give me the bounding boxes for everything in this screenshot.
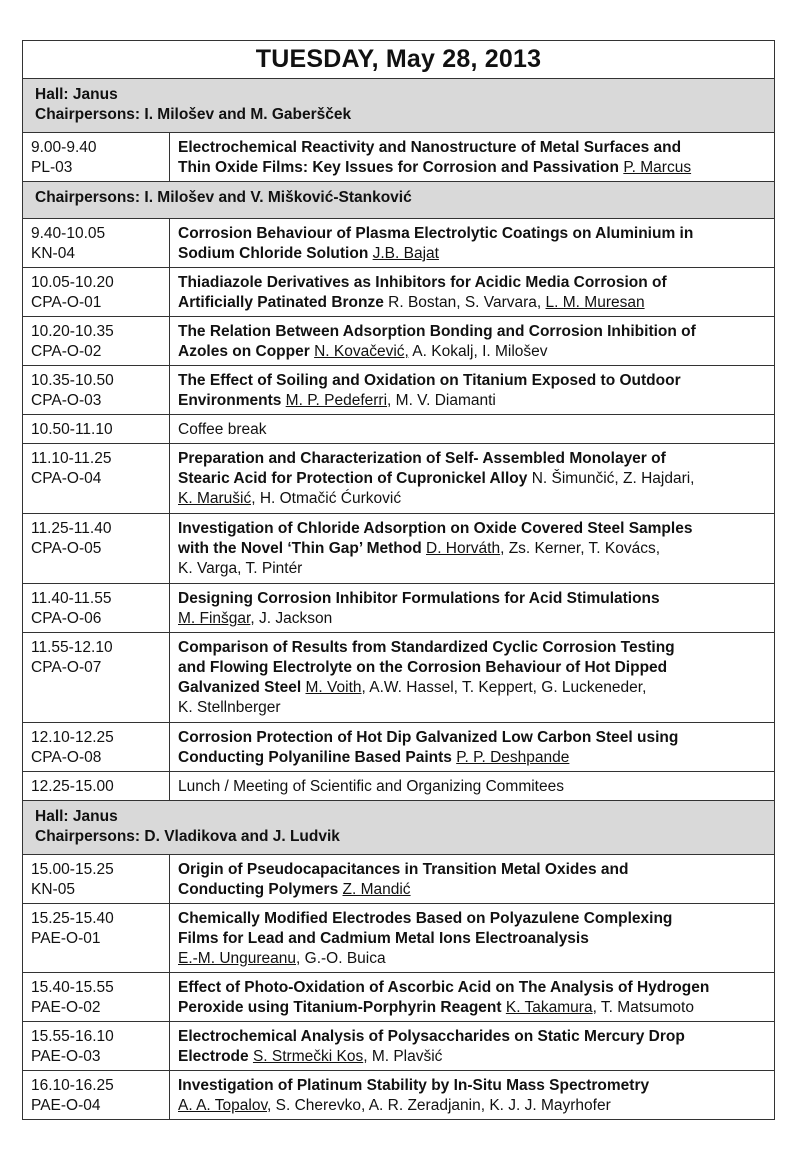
time-cell xyxy=(23,415,170,443)
talk-line xyxy=(178,293,770,313)
presenting-author: P. Marcus xyxy=(623,159,692,176)
talk-title: and Flowing Electrolyte on the Corrosion Behaviour of Hot Dipped xyxy=(178,659,668,676)
author-list: , M. Plavšić xyxy=(363,1048,443,1065)
session-header xyxy=(23,800,774,854)
talk-line xyxy=(178,609,770,629)
talk-code: CPA-O-07 xyxy=(31,659,102,676)
talk-line xyxy=(178,728,770,748)
author-list: , J. Jackson xyxy=(250,610,333,627)
talk-code: CPA-O-02 xyxy=(31,343,102,360)
time-slot: 10.50-11.10 xyxy=(31,421,113,438)
talk-title: Effect of Photo-Oxidation of Ascorbic Acid on The Analysis of Hydrogen xyxy=(178,979,710,996)
chairpersons-label: Chairpersons: I. Milošev and M. Gaberšček xyxy=(35,106,352,123)
talk-cell xyxy=(170,772,774,800)
talk-code: KN-05 xyxy=(31,881,75,898)
talk-code: CPA-O-06 xyxy=(31,610,102,627)
talk-title: Corrosion Behaviour of Plasma Electrolytic Coatings on Aluminium in xyxy=(178,225,694,242)
author-list: R. Bostan, S. Varvara, xyxy=(383,294,546,311)
time-cell xyxy=(23,366,170,414)
talk-line xyxy=(178,929,770,949)
talk-code: PAE-O-03 xyxy=(31,1048,101,1065)
talk-row xyxy=(23,218,774,267)
talk-title: Preparation and Characterization of Self- Assembled Monolayer of xyxy=(178,450,666,467)
talk-line xyxy=(178,748,770,768)
hall-label: Hall: Janus xyxy=(35,808,118,825)
time-cell xyxy=(23,1071,170,1119)
talk-row xyxy=(23,854,774,903)
time-slot: 11.55-12.10 xyxy=(31,639,113,656)
talk-code: PAE-O-04 xyxy=(31,1097,101,1114)
presenting-author: M. Voith xyxy=(305,679,362,696)
time-slot: 10.05-10.20 xyxy=(31,274,114,291)
time-slot: 12.25-15.00 xyxy=(31,778,114,795)
author-list: , Zs. Kerner, T. Kovács, xyxy=(500,540,661,557)
presenting-author: Z. Mandić xyxy=(342,881,411,898)
talk-line xyxy=(178,949,770,969)
talk-cell xyxy=(170,633,774,722)
talk-line xyxy=(178,420,770,440)
talk-code: CPA-O-01 xyxy=(31,294,102,311)
author-list: Coffee break xyxy=(178,421,267,438)
talk-row xyxy=(23,632,774,722)
talk-code: CPA-O-04 xyxy=(31,470,102,487)
presenting-author: D. Horváth xyxy=(426,540,501,557)
presenting-author: L. M. Muresan xyxy=(545,294,645,311)
session-header xyxy=(23,78,774,132)
talk-line xyxy=(178,322,770,342)
talk-row xyxy=(23,443,774,513)
talk-title: Artificially Patinated Bronze xyxy=(178,294,384,311)
presenting-author: N. Kovačević, xyxy=(314,343,409,360)
talk-line xyxy=(178,638,770,658)
talk-line xyxy=(178,658,770,678)
talk-cell xyxy=(170,855,774,903)
chairpersons-label: Chairpersons: D. Vladikova and J. Ludvik xyxy=(35,828,340,845)
talk-title: Sodium Chloride Solution xyxy=(178,245,373,262)
time-cell xyxy=(23,723,170,771)
talk-title: Investigation of Chloride Adsorption on Oxide Covered Steel Samples xyxy=(178,520,693,537)
time-slot: 12.10-12.25 xyxy=(31,729,114,746)
talk-title: Origin of Pseudocapacitances in Transition Metal Oxides and xyxy=(178,861,629,878)
talk-row xyxy=(23,316,774,365)
talk-row xyxy=(23,1070,774,1119)
talk-row xyxy=(23,722,774,771)
talk-code: KN-04 xyxy=(31,245,75,262)
talk-line xyxy=(178,469,770,489)
talk-title: Chemically Modified Electrodes Based on Polyazulene Complexing xyxy=(178,910,673,927)
talk-line xyxy=(178,244,770,264)
talk-cell xyxy=(170,1071,774,1119)
time-cell xyxy=(23,772,170,800)
talk-line xyxy=(178,1076,770,1096)
talk-line xyxy=(178,391,770,411)
talk-title: Peroxide using Titanium-Porphyrin Reagent xyxy=(178,999,506,1016)
talk-line xyxy=(178,698,770,718)
talk-title: Thin Oxide Films: Key Issues for Corrosion and Passivation xyxy=(178,159,624,176)
talk-title: Comparison of Results from Standardized Cyclic Corrosion Testing xyxy=(178,639,675,656)
talk-title: Corrosion Protection of Hot Dip Galvanized Low Carbon Steel using xyxy=(178,729,679,746)
author-list: Lunch / Meeting of Scientific and Organizing Commitees xyxy=(178,778,564,795)
talk-code: PAE-O-02 xyxy=(31,999,101,1016)
talk-row xyxy=(23,513,774,583)
presenting-author: M. Finšgar xyxy=(178,610,251,627)
author-list: A. Kokalj, I. Milošev xyxy=(408,343,548,360)
talk-line xyxy=(178,678,770,698)
talk-cell xyxy=(170,219,774,267)
time-cell xyxy=(23,973,170,1021)
time-cell xyxy=(23,904,170,972)
author-list: , G.-O. Buica xyxy=(296,950,386,967)
author-list: K. Stellnberger xyxy=(178,699,281,716)
talk-code: PAE-O-01 xyxy=(31,930,101,947)
talk-row xyxy=(23,583,774,632)
talk-row xyxy=(23,972,774,1021)
author-list: N. Šimunčić, Z. Hajdari, xyxy=(527,470,695,487)
presenting-author: E.-M. Ungureanu xyxy=(178,950,297,967)
talk-cell xyxy=(170,317,774,365)
talk-cell xyxy=(170,584,774,632)
talk-title: Electrode xyxy=(178,1048,253,1065)
talk-line xyxy=(178,1027,770,1047)
talk-title: Azoles on Copper xyxy=(178,343,315,360)
talk-line xyxy=(178,489,770,509)
talk-cell xyxy=(170,133,774,181)
talk-title: Conducting Polymers xyxy=(178,881,343,898)
time-slot: 15.00-15.25 xyxy=(31,861,114,878)
talk-line xyxy=(178,998,770,1018)
chairpersons-label: Chairpersons: I. Milošev and V. Mišković-Stanković xyxy=(35,189,412,206)
talk-row xyxy=(23,414,774,443)
talk-title: Electrochemical Analysis of Polysaccharides on Static Mercury Drop xyxy=(178,1028,685,1045)
talk-cell xyxy=(170,973,774,1021)
talk-line xyxy=(178,1096,770,1116)
presenting-author: K. Takamura xyxy=(505,999,593,1016)
talk-line xyxy=(178,1047,770,1067)
time-cell xyxy=(23,268,170,316)
talk-line xyxy=(178,539,770,559)
time-cell xyxy=(23,444,170,513)
time-cell xyxy=(23,133,170,181)
talk-line xyxy=(178,909,770,929)
time-cell xyxy=(23,584,170,632)
time-slot: 9.40-10.05 xyxy=(31,225,106,242)
talk-title: Conducting Polyaniline Based Paints xyxy=(178,749,457,766)
time-slot: 16.10-16.25 xyxy=(31,1077,114,1094)
talk-cell xyxy=(170,723,774,771)
presenting-author: A. A. Topalov xyxy=(178,1097,268,1114)
talk-cell xyxy=(170,366,774,414)
talk-row xyxy=(23,267,774,316)
time-slot: 9.00-9.40 xyxy=(31,139,97,156)
talk-title: The Effect of Soiling and Oxidation on Titanium Exposed to Outdoor xyxy=(178,372,681,389)
talk-code: PL-03 xyxy=(31,159,73,176)
talk-code: CPA-O-08 xyxy=(31,749,102,766)
time-cell xyxy=(23,855,170,903)
presenting-author: S. Strmečki Kos xyxy=(252,1048,364,1065)
time-slot: 10.20-10.35 xyxy=(31,323,114,340)
author-list: , T. Matsumoto xyxy=(592,999,694,1016)
talk-line xyxy=(178,371,770,391)
talk-code: CPA-O-05 xyxy=(31,540,102,557)
talk-line xyxy=(178,519,770,539)
talk-cell xyxy=(170,268,774,316)
talk-title: Designing Corrosion Inhibitor Formulations for Acid Stimulations xyxy=(178,590,660,607)
author-list: , S. Cherevko, A. R. Zeradjanin, K. J. J. Mayrhofer xyxy=(267,1097,611,1114)
time-slot: 11.10-11.25 xyxy=(31,450,112,467)
talk-row xyxy=(23,132,774,181)
time-cell xyxy=(23,1022,170,1070)
talk-row xyxy=(23,365,774,414)
talk-cell xyxy=(170,444,774,513)
time-cell xyxy=(23,514,170,583)
talk-line xyxy=(178,224,770,244)
talk-line xyxy=(178,158,770,178)
time-cell xyxy=(23,317,170,365)
talk-cell xyxy=(170,514,774,583)
talk-cell xyxy=(170,904,774,972)
talk-line xyxy=(178,559,770,579)
time-slot: 11.25-11.40 xyxy=(31,520,112,537)
time-cell xyxy=(23,633,170,722)
presenting-author: K. Marušić, xyxy=(178,490,256,507)
talk-title: Films for Lead and Cadmium Metal Ions Electroanalysis xyxy=(178,930,589,947)
talk-title: Electrochemical Reactivity and Nanostructure of Metal Surfaces and xyxy=(178,139,682,156)
talk-line xyxy=(178,449,770,469)
talk-code: CPA-O-03 xyxy=(31,392,102,409)
time-slot: 15.40-15.55 xyxy=(31,979,114,996)
talk-row xyxy=(23,771,774,800)
author-list: , M. V. Diamanti xyxy=(387,392,496,409)
talk-row xyxy=(23,903,774,972)
talk-title: Environments xyxy=(178,392,286,409)
talk-title: with the Novel ‘Thin Gap’ Method xyxy=(178,540,426,557)
talk-title: Thiadiazole Derivatives as Inhibitors for Acidic Media Corrosion of xyxy=(178,274,667,291)
program-table xyxy=(22,40,775,1120)
talk-title: Investigation of Platinum Stability by In-Situ Mass Spectrometry xyxy=(178,1077,650,1094)
talk-line xyxy=(178,138,770,158)
session-header xyxy=(23,181,774,218)
author-list: , A.W. Hassel, T. Keppert, G. Luckeneder, xyxy=(361,679,647,696)
talk-line xyxy=(178,777,770,797)
time-slot: 15.25-15.40 xyxy=(31,910,114,927)
talk-line xyxy=(178,342,770,362)
presenting-author: P. P. Deshpande xyxy=(456,749,570,766)
talk-cell xyxy=(170,415,774,443)
talk-line xyxy=(178,880,770,900)
talk-row xyxy=(23,1021,774,1070)
time-cell xyxy=(23,219,170,267)
presenting-author: M. P. Pedeferri xyxy=(285,392,388,409)
author-list: K. Varga, T. Pintér xyxy=(178,560,303,577)
talk-cell xyxy=(170,1022,774,1070)
author-list: H. Otmačić Ćurković xyxy=(255,490,402,507)
talk-line xyxy=(178,860,770,880)
page-title: TUESDAY, May 28, 2013 xyxy=(255,45,542,73)
talk-title: The Relation Between Adsorption Bonding and Corrosion Inhibition of xyxy=(178,323,696,340)
talk-line xyxy=(178,978,770,998)
talk-title: Galvanized Steel xyxy=(178,679,306,696)
hall-label: Hall: Janus xyxy=(35,86,118,103)
time-slot: 10.35-10.50 xyxy=(31,372,114,389)
talk-line xyxy=(178,589,770,609)
presenting-author: J.B. Bajat xyxy=(372,245,439,262)
time-slot: 15.55-16.10 xyxy=(31,1028,114,1045)
talk-title: Stearic Acid for Protection of Cupronickel Alloy xyxy=(178,470,528,487)
talk-line xyxy=(178,273,770,293)
time-slot: 11.40-11.55 xyxy=(31,590,112,607)
